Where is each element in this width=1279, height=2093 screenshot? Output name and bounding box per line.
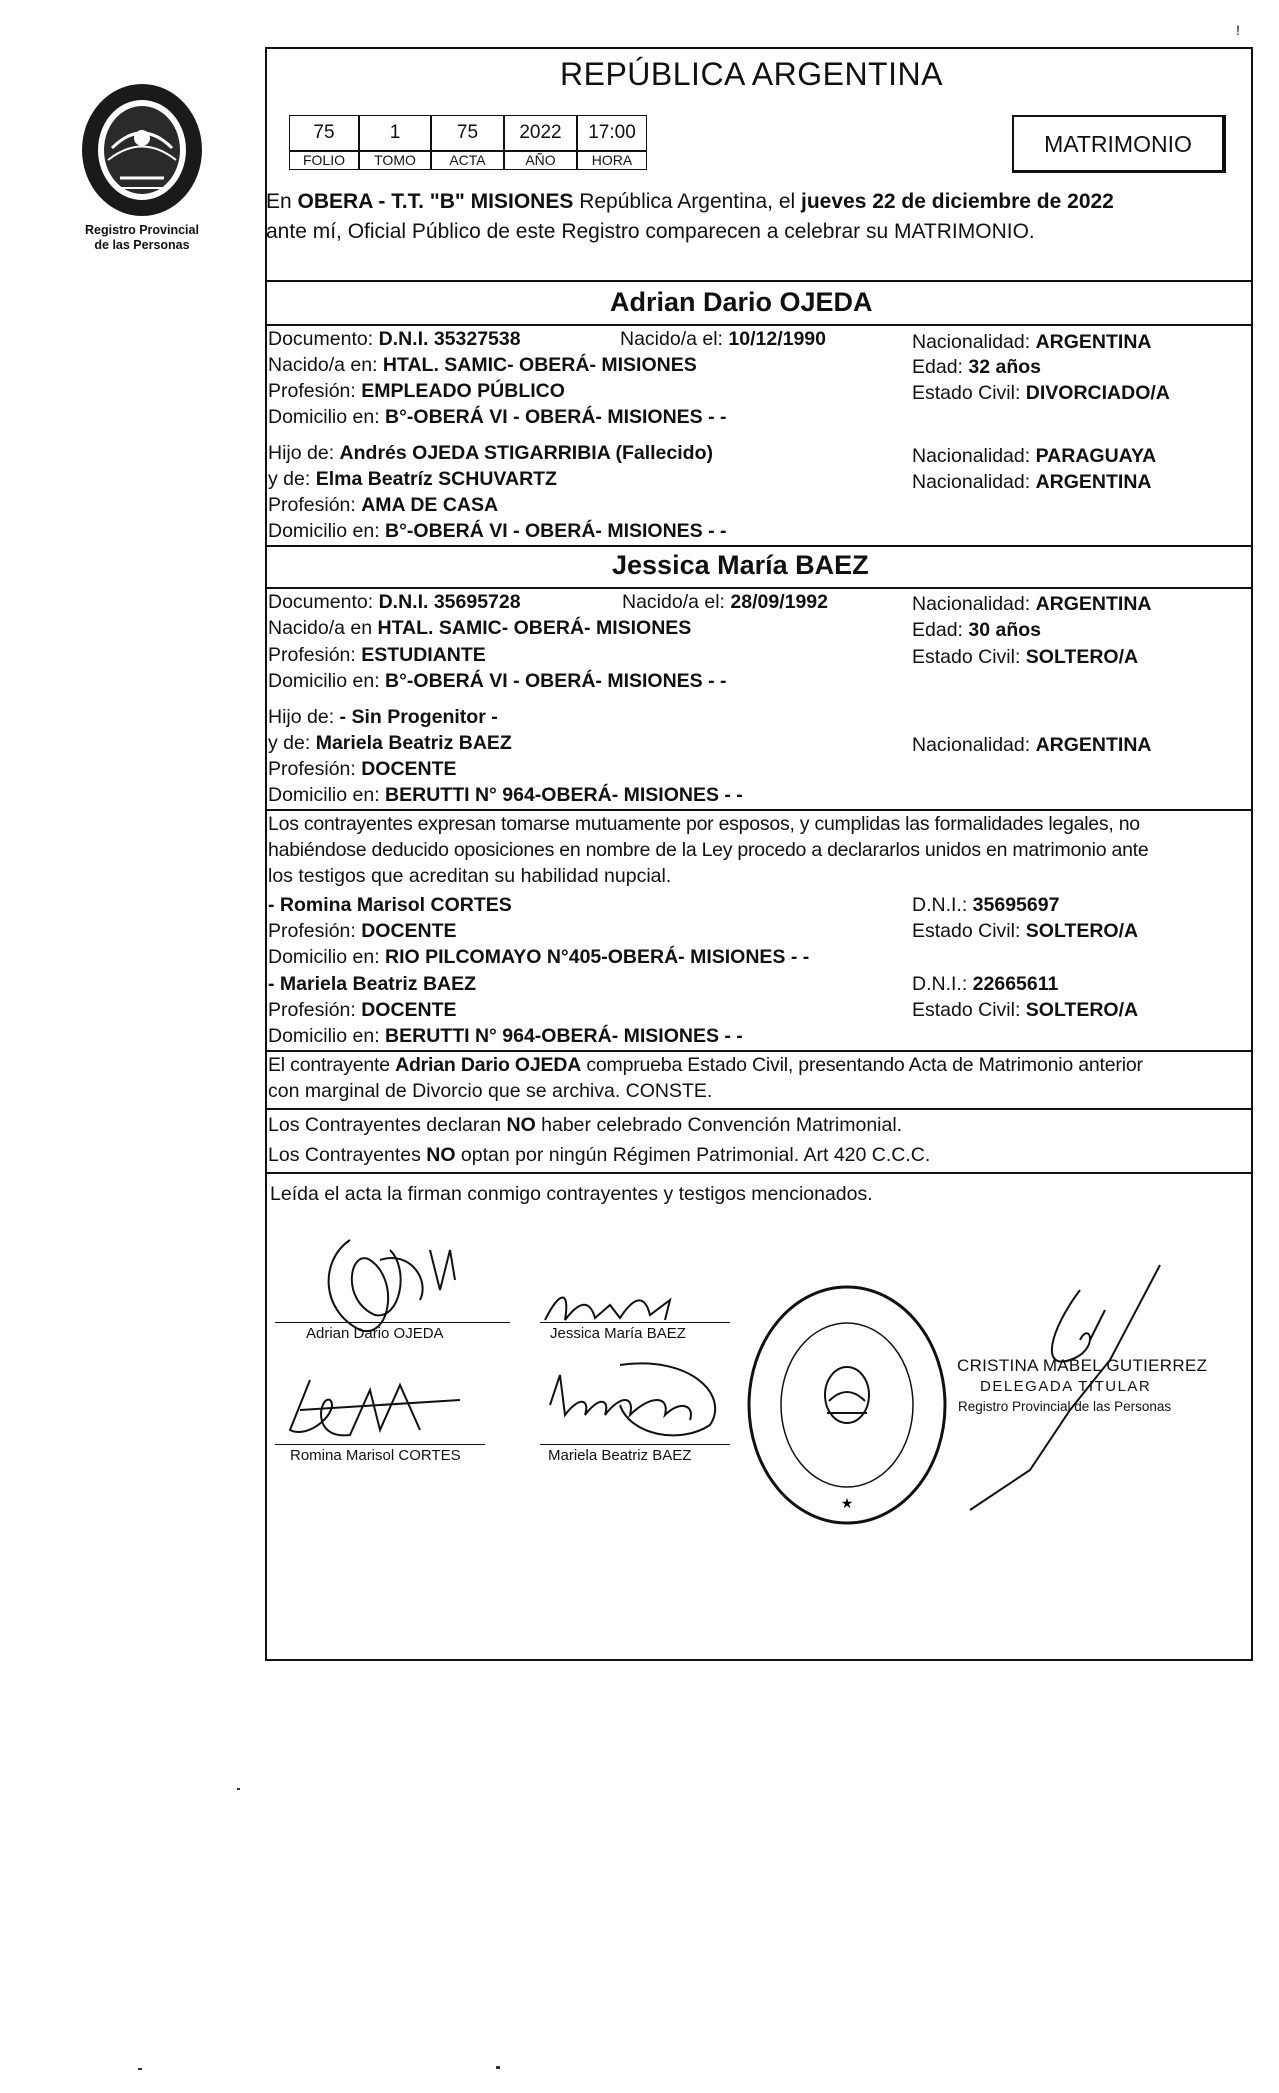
spouse1-birth-place (268, 353, 697, 377)
value: 22665611 (972, 973, 1059, 995)
label: Profesión: (268, 494, 362, 516)
value: RIO PILCOMAYO N°405-OBERÁ- MISIONES - - (385, 946, 810, 968)
value: 28/09/1992 (730, 591, 829, 613)
intro-text: En (266, 190, 298, 213)
label: Profesión: (268, 380, 362, 402)
handwritten-signature-icon (540, 1355, 740, 1445)
record-type-badge: MATRIMONIO (1012, 115, 1226, 173)
declaration-line3: los testigos que acreditan su habilidad nupcial. (268, 865, 672, 887)
text: El contrayente (268, 1054, 396, 1076)
value: DOCENTE (361, 920, 457, 942)
label: Nacido/a el: (620, 328, 729, 350)
value: SOLTERO/A (1025, 646, 1139, 668)
intro-date: jueves 22 de diciembre de 2022 (801, 190, 1114, 213)
witness1-name: - Romina Marisol CORTES (268, 894, 512, 916)
label: Nacionalidad: (912, 734, 1036, 756)
value: B°-OBERÁ VI - OBERÁ- MISIONES - - (385, 670, 727, 692)
anio-value: 2022 (504, 115, 577, 151)
label: Nacido/a en: (268, 354, 383, 376)
value: Andrés OJEDA STIGARRIBIA (Fallecido) (339, 442, 713, 464)
official-organization: Registro Provincial de las Personas (958, 1399, 1172, 1414)
spouse1-profession (268, 379, 565, 403)
label: Edad: (912, 356, 969, 378)
label: Profesión: (268, 644, 362, 666)
spouse2-name: Jessica María BAEZ (612, 550, 869, 580)
label: y de: (268, 732, 316, 754)
label: Nacionalidad: (912, 331, 1036, 353)
spouse2-father (268, 705, 498, 729)
label: Edad: (912, 619, 969, 641)
signature-romina (280, 1370, 480, 1450)
spouse2-address (268, 669, 727, 693)
label: y de: (268, 468, 316, 490)
spouse1-father-nationality (912, 444, 1156, 468)
text-2: comprueba Estado Civil, presentando Acta de Matrimonio anterior (581, 1054, 1143, 1076)
spouse2-birth-date (622, 590, 828, 614)
text: Los Contrayentes declaran (268, 1114, 507, 1136)
scan-speck (237, 1788, 240, 1790)
value: ARGENTINA (1035, 593, 1152, 615)
signature-line-3 (275, 1444, 485, 1445)
spouse2-profession (268, 643, 486, 667)
spouse1-name: Adrian Dario OJEDA (610, 287, 873, 317)
spouse2-mother (268, 731, 512, 755)
signature-mariela (540, 1355, 740, 1445)
logo-caption-line1: Registro Provincial (85, 223, 199, 237)
spouse2-parent-address (268, 783, 743, 807)
label: Nacido/a en (268, 617, 378, 639)
value: Mariela Beatriz BAEZ (315, 732, 512, 754)
spouse1-father (268, 441, 713, 465)
registry-logo (72, 78, 212, 258)
signature-line-2 (540, 1322, 730, 1323)
value: D.N.I. 35327538 (378, 328, 521, 350)
intro-line2: ante mí, Oficial Público de este Registro comparecen a celebrar su MATRIMONIO. (266, 220, 1035, 243)
witness1-civil-status (912, 919, 1138, 943)
label: Hijo de: (268, 442, 340, 464)
witness2-address (268, 1024, 743, 1048)
folio-value: 75 (289, 115, 359, 151)
value: B°-OBERÁ VI - OBERÁ- MISIONES - - (385, 520, 727, 542)
spouse2-birth-place (268, 616, 691, 640)
intro-text-2: República Argentina, el (573, 190, 802, 213)
value: SOLTERO/A (1025, 920, 1139, 942)
civil-note-line2: con marginal de Divorcio que se archiva. CONSTE. (268, 1080, 713, 1102)
acta-value: 75 (431, 115, 504, 151)
label: Profesión: (268, 758, 362, 780)
tomo-value: 1 (359, 115, 431, 151)
label: Estado Civil: (912, 646, 1026, 668)
official-seal (745, 1283, 950, 1528)
value: AMA DE CASA (361, 494, 499, 516)
declaration-line2: habiéndose deducido oposiciones en nombre de la Ley procedo a declararlos unidos en matrimonio ante (268, 839, 1149, 861)
text: Los Contrayentes (268, 1144, 427, 1166)
value: HTAL. SAMIC- OBERÁ- MISIONES (377, 617, 692, 639)
spouse2-nationality (912, 592, 1152, 616)
label: Documento: (268, 328, 379, 350)
value: DOCENTE (361, 999, 457, 1021)
witness1-address (268, 945, 809, 969)
svg-text:★: ★ (840, 1496, 854, 1512)
value: - Sin Progenitor - (339, 706, 498, 728)
witness1-profession (268, 919, 457, 943)
anio-label: AÑO (504, 151, 577, 170)
label: Estado Civil: (912, 920, 1026, 942)
civil-note-line1 (268, 1053, 1143, 1077)
round-seal-icon (745, 1283, 950, 1528)
folio-label: FOLIO (289, 151, 359, 170)
value: ESTUDIANTE (361, 644, 486, 666)
label: D.N.I.: (912, 894, 973, 916)
label: Domicilio en: (268, 1025, 386, 1047)
spouse2-parent-profession (268, 757, 457, 781)
value: DOCENTE (361, 758, 457, 780)
spouse1-age (912, 355, 1041, 379)
value: Elma Beatríz SCHUVARTZ (315, 468, 557, 490)
value: PARAGUAYA (1035, 445, 1157, 467)
witness2-name: - Mariela Beatriz BAEZ (268, 973, 477, 995)
spouse1-mother-nationality (912, 470, 1152, 494)
spouse1-address (268, 405, 727, 429)
tomo-label: TOMO (359, 151, 431, 170)
label: D.N.I.: (912, 973, 973, 995)
regime-line2 (268, 1143, 930, 1167)
official-name: CRISTINA MABEL GUTIERREZ (957, 1356, 1208, 1375)
value: BERUTTI N° 964-OBERÁ- MISIONES - - (385, 1025, 743, 1047)
text-2: haber celebrado Convención Matrimonial. (535, 1114, 903, 1136)
label: Domicilio en: (268, 946, 386, 968)
name: Adrian Dario OJEDA (395, 1054, 582, 1076)
scan-speck (496, 2066, 500, 2069)
witness2-civil-status (912, 998, 1138, 1022)
label: Nacionalidad: (912, 471, 1036, 493)
value: 32 años (968, 356, 1042, 378)
spouse2-age (912, 618, 1041, 642)
official-role: DELEGADA TITULAR (980, 1378, 1152, 1395)
value: EMPLEADO PÚBLICO (361, 380, 565, 402)
signature-label-romina: Romina Marisol CORTES (290, 1447, 461, 1464)
value: SOLTERO/A (1025, 999, 1139, 1021)
closing-text: Leída el acta la firman conmigo contrayentes y testigos mencionados. (270, 1183, 873, 1205)
label: Nacido/a el: (622, 591, 731, 613)
spouse1-civil-status (912, 381, 1170, 405)
label: Estado Civil: (912, 382, 1026, 404)
witness2-profession (268, 998, 457, 1022)
no: NO (426, 1144, 456, 1166)
spouse1-document (268, 327, 521, 351)
page-mark: ! (1236, 22, 1240, 38)
value: 10/12/1990 (728, 328, 827, 350)
spouse2-mother-nationality (912, 733, 1152, 757)
spouse1-parent-address (268, 519, 727, 543)
handwritten-signature-icon (280, 1370, 480, 1450)
value: BERUTTI N° 964-OBERÁ- MISIONES - - (385, 784, 743, 806)
hora-label: HORA (577, 151, 647, 170)
signature-line-1 (275, 1322, 510, 1323)
value: ARGENTINA (1035, 331, 1152, 353)
declaration-line1: Los contrayentes expresan tomarse mutuamente por esposos, y cumplidas las formalidades legales, no (268, 813, 1140, 835)
signature-label-jessica: Jessica María BAEZ (550, 1325, 686, 1342)
label: Profesión: (268, 920, 362, 942)
label: Nacionalidad: (912, 593, 1036, 615)
witness2-dni (912, 972, 1058, 996)
spouse1-birth-date (620, 327, 826, 351)
intro-place: OBERA - T.T. "B" MISIONES (297, 190, 574, 213)
label: Domicilio en: (268, 520, 386, 542)
value: ARGENTINA (1035, 734, 1152, 756)
page-title: REPÚBLICA ARGENTINA (560, 56, 943, 92)
acta-label: ACTA (431, 151, 504, 170)
label: Estado Civil: (912, 999, 1026, 1021)
witness1-dni (912, 893, 1059, 917)
label: Domicilio en: (268, 670, 386, 692)
label: Domicilio en: (268, 784, 386, 806)
label: Nacionalidad: (912, 445, 1036, 467)
no: NO (506, 1114, 536, 1136)
value: ARGENTINA (1035, 471, 1152, 493)
spouse2-document (268, 590, 521, 614)
spouse2-civil-status (912, 645, 1138, 669)
value: DIVORCIADO/A (1025, 382, 1170, 404)
spouse1-parent-profession (268, 493, 498, 517)
label: Hijo de: (268, 706, 340, 728)
value: 35695697 (972, 894, 1060, 916)
spouse1-mother (268, 467, 557, 491)
text-2: optan por ningún Régimen Patrimonial. Art 420 C.C.C. (455, 1144, 931, 1166)
scan-speck (138, 2068, 142, 2070)
hora-value: 17:00 (577, 115, 647, 151)
label: Documento: (268, 591, 379, 613)
value: D.N.I. 35695728 (378, 591, 521, 613)
logo-caption-line2: de las Personas (94, 238, 190, 252)
signature-label-adrian: Adrian Dario OJEDA (306, 1325, 444, 1342)
signature-line-4 (540, 1444, 730, 1445)
label: Profesión: (268, 999, 362, 1021)
spouse1-nationality (912, 330, 1152, 354)
signature-label-mariela: Mariela Beatriz BAEZ (548, 1447, 692, 1464)
value: 30 años (968, 619, 1042, 641)
province-shield-icon (72, 78, 212, 223)
intro-line1 (266, 190, 1114, 214)
label: Domicilio en: (268, 406, 386, 428)
value: B°-OBERÁ VI - OBERÁ- MISIONES - - (385, 406, 727, 428)
value: HTAL. SAMIC- OBERÁ- MISIONES (382, 354, 697, 376)
regime-line1 (268, 1113, 902, 1137)
